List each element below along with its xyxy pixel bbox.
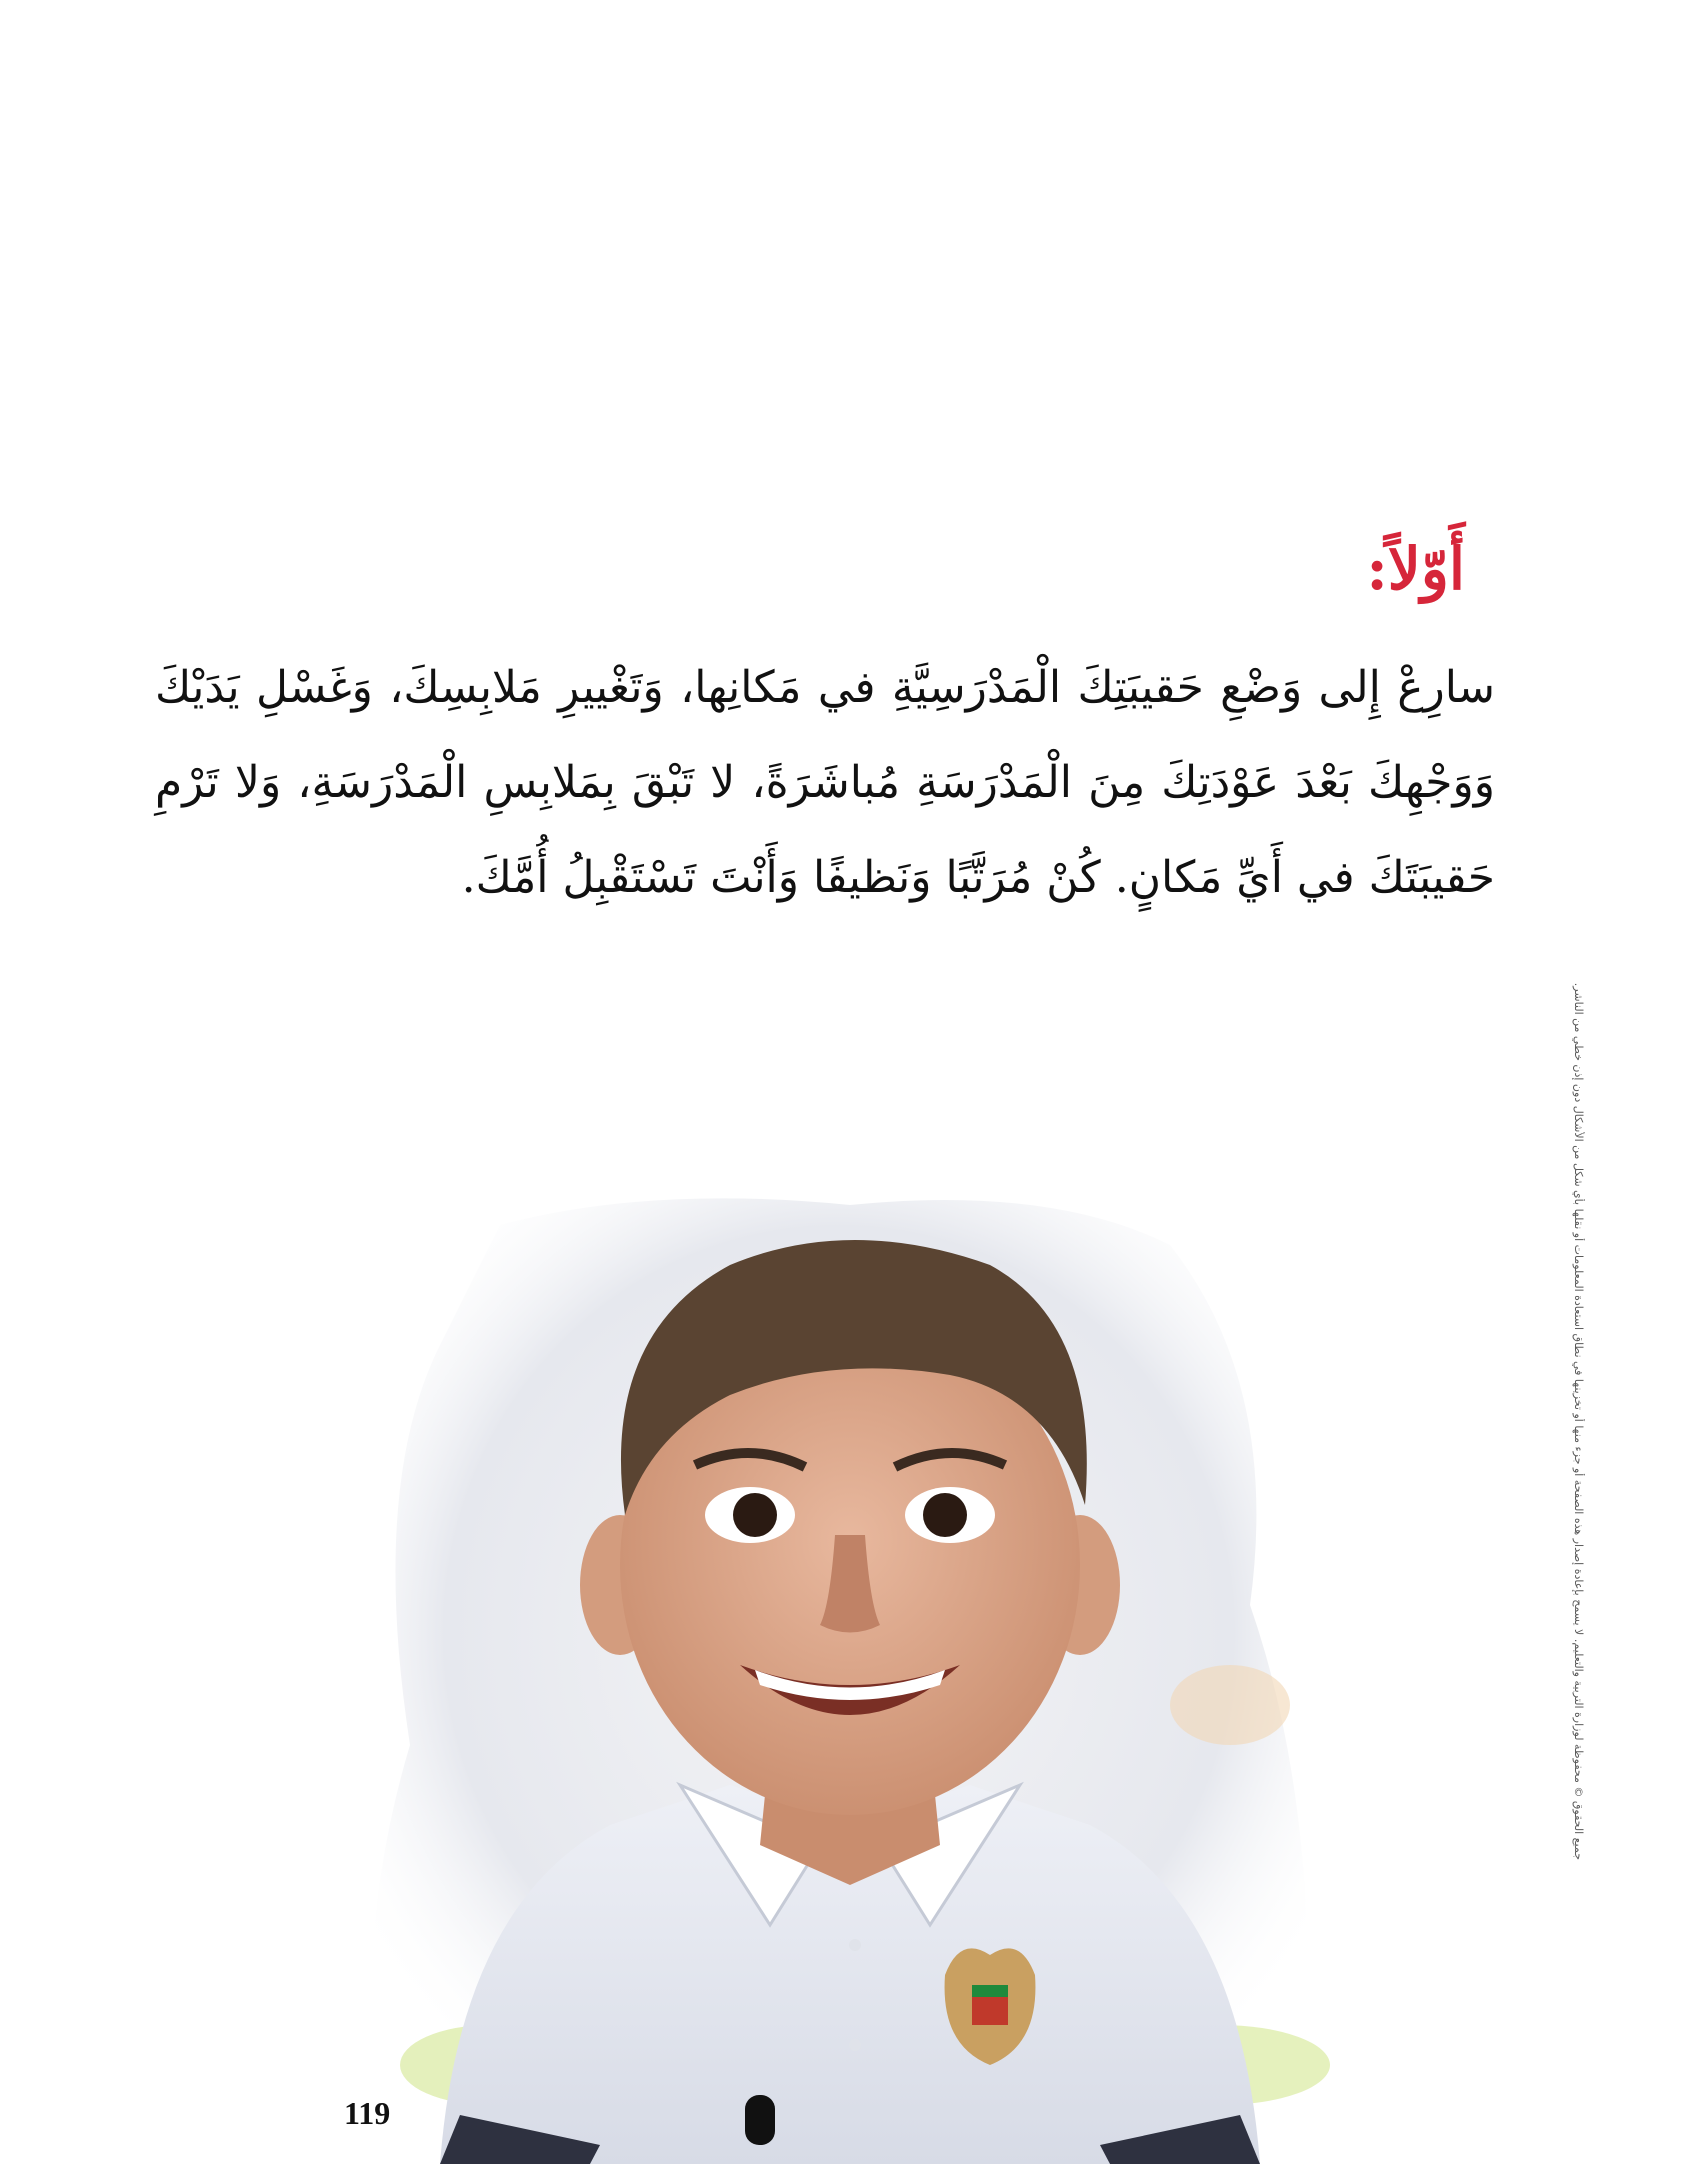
copyright-notice: جميع الحقوق © محفوظة لوزارة التربية والتعليم. لا يسمح بإعادة إصدار هذه الصفحة أو جزء منها أو تخزينها في نطاق استعادة المعلومات أو نقلها بأي شكل من الأشكال دون إذن خطي من الناشر. (1572, 982, 1585, 1860)
smiling-boy-photo (350, 1185, 1350, 2164)
page-number: 119 (344, 2095, 391, 2131)
section-heading: أَوّلاً: (1366, 535, 1465, 603)
instruction-paragraph: سارِعْ إِلى وَضْعِ حَقيبَتِكَ الْمَدْرَسِيَّةِ في مَكانِها، وَتَغْييرِ مَلابِسِكَ، وَغَسْلِ يَدَيْكَ وَوَجْهِكَ بَعْدَ عَوْدَتِكَ مِنَ الْمَدْرَسَةِ مُباشَرَةً، لا تَبْقَ بِمَلابِسِ الْمَدْرَسَةِ، وَلا تَرْمِ حَقيبَتَكَ في أَيِّ مَكانٍ. كُنْ مُرَتَّبًا وَنَظيفًا وَأَنْتَ تَسْتَقْبِلُ أُمَّكَ. (155, 662, 1495, 903)
